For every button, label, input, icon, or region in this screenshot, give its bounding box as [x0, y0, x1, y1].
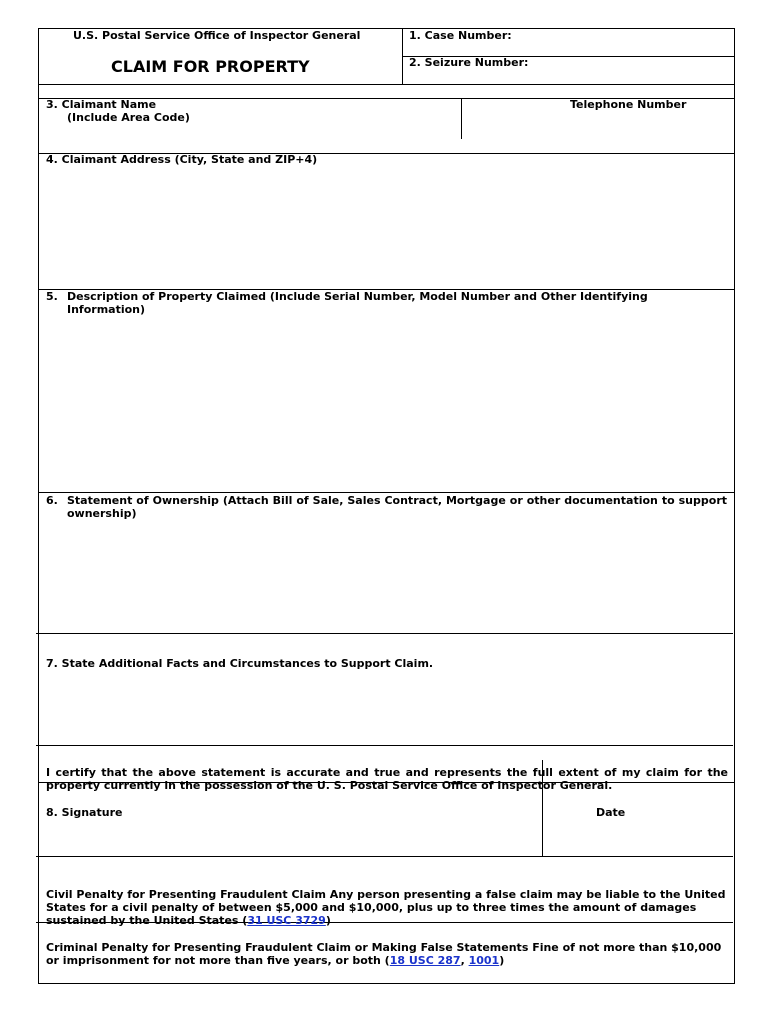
claimant-name-label: 3. Claimant Name [46, 98, 157, 111]
claimant-address-label: 4. Claimant Address (City, State and ZIP+4) [46, 153, 318, 166]
ownership-number: 6. [46, 494, 58, 507]
rule-certification-top [36, 745, 733, 746]
civil-open-paren: ( [242, 914, 248, 927]
case-number-label: 1. Case Number: [409, 29, 512, 42]
additional-facts-label: 7. State Additional Facts and Circumstances to Support Claim. [46, 657, 434, 670]
rule-telephone-divider [461, 98, 462, 139]
description-label: Description of Property Claimed (Include Serial Number, Model Number and Other Identifying Information) [67, 290, 648, 316]
civil-penalty-text: Civil Penalty for Presenting Fraudulent Claim Any person presenting a false claim may be liable to the United States for a civil penalty of between $5,000 and $10,000, plus up to three times the amount of damages sustained by the United States [46, 888, 726, 927]
description-number: 5. [46, 290, 58, 303]
criminal-penalty-text: Criminal Penalty for Presenting Fraudulent Claim or Making False Statements Fine of not more than $10,000 or imprisonment for not more than five years, or both ( [46, 941, 722, 967]
seizure-number-label: 2. Seizure Number: [409, 56, 529, 69]
criminal-separator: , [460, 954, 469, 967]
rule-header-bottom [38, 84, 735, 85]
civil-penalty-notice [46, 888, 728, 927]
agency-name: U.S. Postal Service Office of Inspector General [73, 29, 361, 42]
ownership-label: Statement of Ownership (Attach Bill of Sale, Sales Contract, Mortgage or other documentation to support ownership) [67, 494, 727, 520]
telephone-label: Telephone Number [570, 98, 687, 111]
certification-statement: I certify that the above statement is accurate and true and represents the full extent of my claim for the property currently in the possession of the U. S. Postal Service Office of Inspector General. [46, 766, 728, 792]
date-label: Date [596, 806, 626, 819]
signature-label: 8. Signature [46, 806, 123, 819]
criminal-penalty-notice [46, 941, 728, 967]
civil-statute-link[interactable]: 31 USC 3729 [247, 914, 326, 927]
criminal-statute-link-1001[interactable]: 1001 [468, 954, 500, 967]
civil-close-paren: ) [325, 914, 331, 927]
rule-penalty-top [36, 856, 733, 857]
criminal-statute-link-287[interactable]: 18 USC 287 [389, 954, 461, 967]
claimant-name-note: (Include Area Code) [67, 111, 190, 124]
form-title: CLAIM FOR PROPERTY [111, 57, 310, 76]
criminal-close-paren: ) [499, 954, 505, 967]
rule-header-divider [402, 28, 403, 84]
rule-section-7-top [36, 633, 733, 634]
rule-section-6-top [38, 492, 735, 493]
